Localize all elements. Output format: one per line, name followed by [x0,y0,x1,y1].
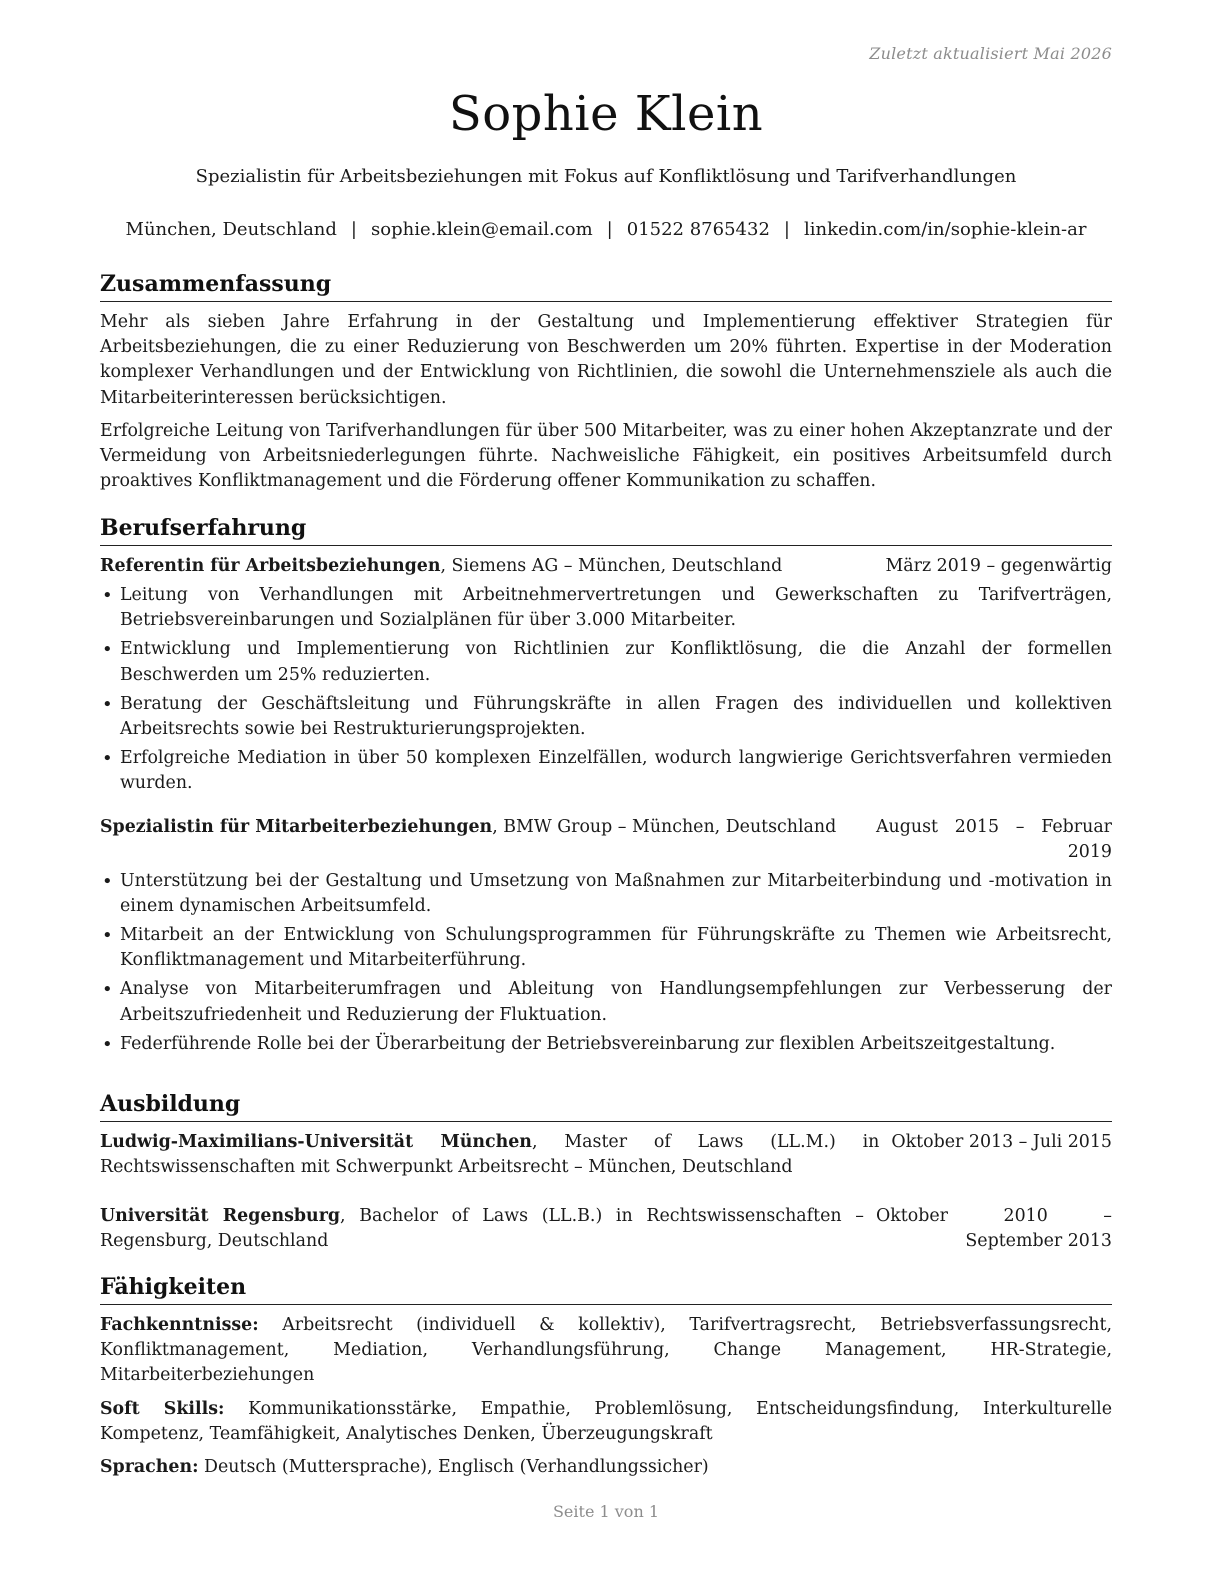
section-title: Zusammenfassung [100,268,1112,302]
list-item: • Mitarbeit an der Entwicklung von Schulungsprogrammen für Führungskräfte zu Themen wie Arbeitsrecht, Konfliktmanagement und Mitarbeiterführung. [100,923,1112,973]
education-dates: Oktober 2013 – Juli 2015 [891,1132,1112,1152]
list-item: • Beratung der Geschäftsleitung und Führungskräfte in allen Fragen des individuellen und kollektiven Arbeitsrechts sowie bei Restrukturierungsprojekten. [100,692,1112,742]
section-title: Ausbildung [100,1088,1112,1122]
education-school: Ludwig-Maximilians-Universität München [100,1132,532,1152]
contact-line [100,219,1112,240]
resume-page [100,0,1112,1584]
list-item: • Leitung von Verhandlungen mit Arbeitnehmervertretungen und Gewerkschaften zu Tarifverträgen, Betriebsvereinbarungen und Sozialplänen für über 3.000 Mitarbeiter. [100,583,1112,633]
list-item: • Entwicklung und Implementierung von Richtlinien zur Konfliktlösung, die die Anzahl der formellen Beschwerden um 25% reduzierten. [100,637,1112,687]
last-updated: Zuletzt aktualisiert Mai 2026 [869,44,1112,63]
job-org: , BMW Group – München, Deutschland [492,816,837,837]
contact-separator: | [350,219,357,240]
contact-separator: | [606,219,613,240]
skill-text: Arbeitsrecht (individuell & kollektiv), Tarifvertragsrecht, Betriebsverfassungsrecht, Konfliktmanagement, Mediation, Verhandlungsführung, Change Management, HR-Strategie, Mitarbeiterbeziehungen [100,1315,1113,1386]
contact-email[interactable]: sophie.klein@email.com [371,219,593,240]
job-entry [100,815,1112,1057]
skill-label: Soft Skills: [100,1398,225,1419]
education-entry [100,1204,1112,1254]
list-item: • Analyse von Mitarbeiterumfragen und Ableitung von Handlungsempfehlungen zur Verbesserung der Arbeitszufriedenheit und Reduzierung der Fluktuation. [100,977,1112,1027]
skill-group [100,1313,1112,1389]
section-title: Berufserfahrung [100,512,1112,546]
job-header [100,554,1112,579]
summary-paragraph: Erfolgreiche Leitung von Tarifverhandlungen für über 500 Mitarbeiter, was zu einer hohen Akzeptanzrate und der Vermeidung von Arbeitsniederlegungen führte. Nachweisliche Fähigkeit, ein positives Arbeitsumfeld durch proaktives Konfliktmanagement und die Förderung offener Kommunikation zu schaffen. [100,420,1112,492]
skill-label: Fachkenntnisse: [100,1315,259,1335]
job-bullets [100,583,1112,797]
education-entry [100,1130,1112,1180]
page-number: Seite 1 von 1 [552,1502,660,1521]
headline: Spezialistin für Arbeitsbeziehungen mit Fokus auf Konfliktlösung und Tarifverhandlungen [195,166,1017,187]
skill-text: Kommunikationsstärke, Empathie, Problemlösung, Entscheidungsfindung, Interkulturelle Kompetenz, Teamfähigkeit, Analytisches Denken, Überzeugungskraft [100,1398,1113,1444]
list-item: • Erfolgreiche Mediation in über 50 komplexen Einzelfällen, wodurch langwierige Gerichtsverfahren vermieden wurden. [100,746,1112,796]
section-title: Fähigkeiten [100,1271,1112,1305]
job-entry [100,554,1112,797]
education-school: Universität Regensburg [100,1206,341,1226]
education-detail: , Master of Laws (LL.M.) in Rechtswissenschaften mit Schwerpunkt Arbeitsrecht – München, Deutschland [100,1132,880,1177]
list-item: • Unterstützung bei der Gestaltung und Umsetzung von Maßnahmen zur Mitarbeiterbindung und -motivation in einem dynamischen Arbeitsumfeld. [100,869,1112,919]
contact-linkedin[interactable]: linkedin.com/in/sophie-klein-ar [803,219,1087,240]
skills-section [100,1271,1112,1488]
contact-phone[interactable]: 01522 8765432 [626,219,770,240]
summary-paragraph: Mehr als sieben Jahre Erfahrung in der Gestaltung und Implementierung effektiver Strategien für Arbeitsbeziehungen, die zu einer Reduzierung von Beschwerden um 20% führten. Expertise in der Moderation komplexer Verhandlungen und der Entwicklung von Richtlinien, die sowohl die Unternehmensziele als auch die Mitarbeiterinteressen berücksichtigen. [100,312,1112,408]
job-bullets [100,869,1112,1057]
experience-section [100,512,1112,1061]
skill-group [100,1455,1112,1480]
education-detail: , Bachelor of Laws (LL.B.) in Rechtswissenschaften – Regensburg, Deutschland [100,1206,864,1251]
education-dates: Oktober 2010 – September 2013 [876,1206,1112,1251]
job-dates: August 2015 – Februar 2019 [876,816,1112,862]
job-role: Spezialistin für Mitarbeiterbeziehungen [100,816,493,837]
skill-text: Deutsch (Muttersprache), Englisch (Verhandlungssicher) [204,1457,709,1478]
list-item: • Federführende Rolle bei der Überarbeitung der Betriebsvereinbarung zur flexiblen Arbeitszeitgestaltung. [100,1032,1112,1057]
job-dates: März 2019 – gegenwärtig [885,556,1112,576]
skill-label: Sprachen: [100,1457,199,1478]
contact-location: München, Deutschland [125,219,337,240]
summary-section [100,268,1112,502]
contact-separator: | [783,219,790,240]
candidate-name: Sophie Klein [448,86,764,142]
education-section [100,1088,1112,1254]
job-role: Referentin für Arbeitsbeziehungen [100,556,441,576]
job-header [100,815,1112,865]
skill-group [100,1397,1112,1447]
job-org: , Siemens AG – München, Deutschland [440,556,783,576]
